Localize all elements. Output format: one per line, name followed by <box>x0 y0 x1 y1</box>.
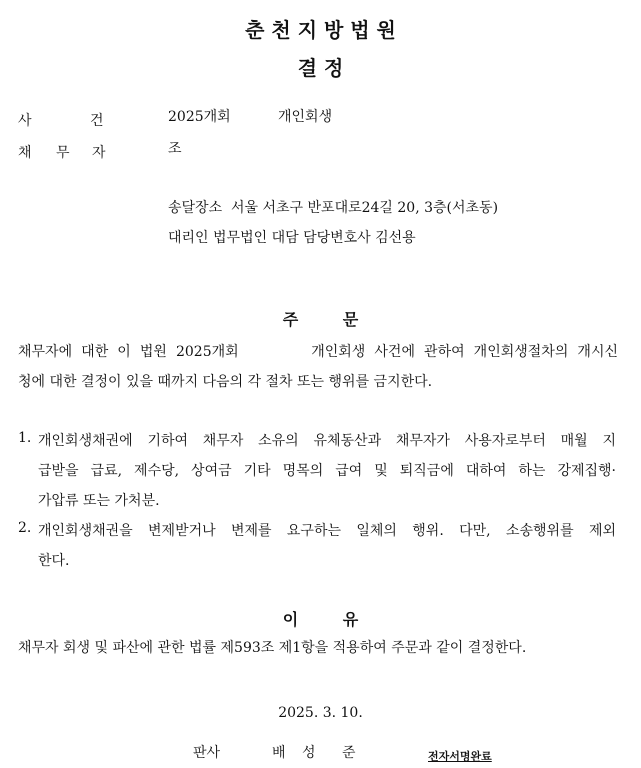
document-type-title: 결 정 <box>297 56 344 80</box>
order-item-line: 급받을 급료, 제수당, 상여금 기타 명목의 급여 및 퇴직금에 대하여 하는 강제집행· <box>38 463 616 479</box>
electronic-signature-mark: 전자서명완료 <box>428 750 492 763</box>
order-item-number: 2. <box>18 520 32 536</box>
order-item-line: 개인회생채권에 기하여 채무자 소유의 유체동산과 채무자가 사용자로부터 매월 지 <box>38 433 616 449</box>
order-item-number: 1. <box>18 430 32 446</box>
debtor-label-char: 무 <box>56 145 70 161</box>
order-intro-line-1: 채무자에 대한 이 법원 2025개회 개인회생 사건에 관하여 개인회생절차의 개시신 <box>18 344 618 360</box>
case-number: 2025개회 <box>168 109 231 125</box>
reason-text: 채무자 회생 및 파산에 관한 법률 제593조 제1항을 적용하여 주문과 같이 결정한다. <box>18 640 527 656</box>
reason-heading: 이 유 <box>282 610 359 629</box>
order-item-1 <box>18 430 616 510</box>
judge-title: 판사 <box>193 745 221 761</box>
case-label <box>18 110 104 130</box>
order-intro-line-2: 청에 대한 결정이 있을 때까지 다음의 각 절차 또는 행위를 금지한다. <box>18 374 433 390</box>
debtor-label-char: 자 <box>92 145 106 161</box>
judge-name-char: 성 <box>302 745 316 761</box>
debtor-label-char: 채 <box>18 145 32 161</box>
judge-name-char: 준 <box>342 745 356 761</box>
case-name: 개인회생 <box>278 109 333 125</box>
order-item-line: 개인회생채권을 변제받거나 변제를 요구하는 일체의 행위. 다만, 소송행위를 제외 <box>38 523 616 539</box>
court-title: 춘 천 지 방 법 원 <box>245 18 396 42</box>
debtor-name: 조 <box>168 141 182 157</box>
case-label-char: 사 <box>18 113 32 129</box>
order-item-line: 한다. <box>38 553 70 569</box>
representative: 대리인 법무법인 대담 담당변호사 김선용 <box>168 230 416 246</box>
order-intro-line <box>18 341 618 361</box>
judge-name <box>272 745 356 761</box>
judge-name-char: 배 <box>272 745 286 761</box>
service-address: 송달장소 서울 서초구 반포대로24길 20, 3층(서초동) <box>168 200 499 216</box>
decision-date: 2025. 3. 10. <box>278 705 363 721</box>
order-heading: 주 문 <box>282 310 359 329</box>
order-item-2 <box>18 520 616 570</box>
case-label-char: 건 <box>90 113 104 129</box>
debtor-label <box>18 142 106 162</box>
order-item-line: 가압류 또는 가처분. <box>38 493 160 509</box>
